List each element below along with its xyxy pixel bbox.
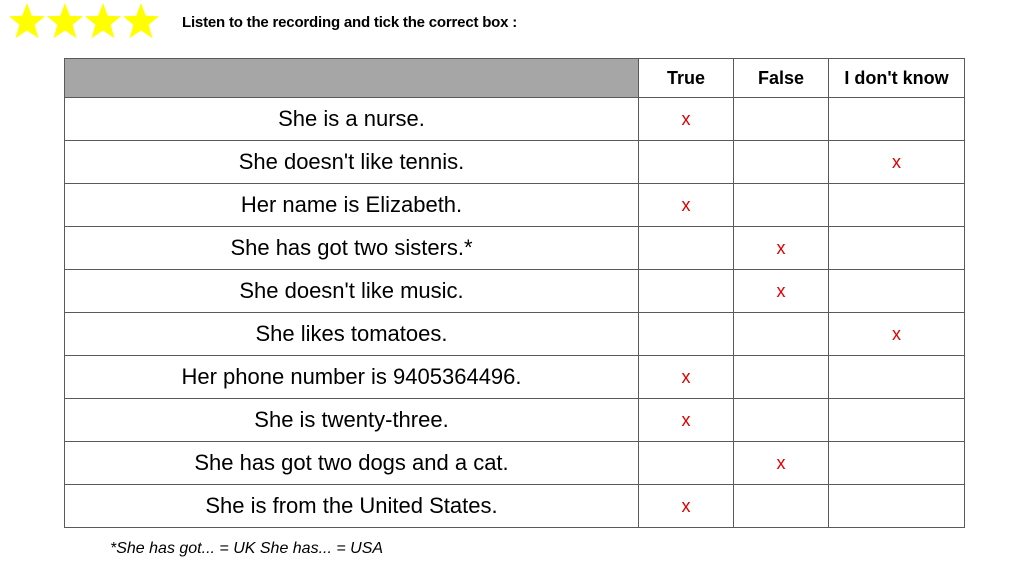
true-checkbox[interactable] (639, 399, 734, 442)
false-checkbox[interactable] (734, 442, 829, 485)
true-checkbox[interactable] (639, 184, 734, 227)
header-true: True (639, 59, 734, 98)
dont-know-checkbox[interactable] (829, 313, 965, 356)
dont-know-checkbox[interactable] (829, 442, 965, 485)
tick-mark: x (681, 195, 691, 215)
star-icon (122, 2, 160, 40)
true-checkbox[interactable] (639, 141, 734, 184)
true-checkbox[interactable] (639, 227, 734, 270)
statement-cell: Her phone number is 9405364496. (65, 356, 639, 399)
false-checkbox[interactable] (734, 184, 829, 227)
tick-mark: x (776, 238, 786, 258)
dont-know-checkbox[interactable] (829, 485, 965, 528)
dont-know-checkbox[interactable] (829, 399, 965, 442)
true-checkbox[interactable] (639, 313, 734, 356)
statement-cell: She is a nurse. (65, 98, 639, 141)
false-checkbox[interactable] (734, 141, 829, 184)
dont-know-checkbox[interactable] (829, 184, 965, 227)
tick-mark: x (681, 410, 691, 430)
false-checkbox[interactable] (734, 98, 829, 141)
tick-mark: x (776, 281, 786, 301)
table-row (65, 227, 965, 270)
star-icon (84, 2, 122, 40)
false-checkbox[interactable] (734, 270, 829, 313)
table-row (65, 356, 965, 399)
dont-know-checkbox[interactable] (829, 141, 965, 184)
statement-cell: Her name is Elizabeth. (65, 184, 639, 227)
tick-mark: x (681, 496, 691, 516)
statement-cell: She has got two sisters.* (65, 227, 639, 270)
table-row (65, 313, 965, 356)
table-header-row (65, 59, 965, 98)
statement-cell: She likes tomatoes. (65, 313, 639, 356)
false-checkbox[interactable] (734, 399, 829, 442)
tick-mark: x (776, 453, 786, 473)
true-false-table (64, 58, 965, 528)
tick-mark: x (892, 152, 901, 172)
star-icon (46, 2, 84, 40)
false-checkbox[interactable] (734, 227, 829, 270)
footnote: *She has got... = UK She has... = USA (110, 540, 384, 557)
true-checkbox[interactable] (639, 270, 734, 313)
true-checkbox[interactable] (639, 98, 734, 141)
table-row (65, 270, 965, 313)
statement-cell: She has got two dogs and a cat. (65, 442, 639, 485)
true-checkbox[interactable] (639, 442, 734, 485)
table-row (65, 485, 965, 528)
table-row (65, 442, 965, 485)
statement-cell: She doesn't like music. (65, 270, 639, 313)
instruction-text: Listen to the recording and tick the correct box : (182, 14, 518, 31)
dont-know-checkbox[interactable] (829, 227, 965, 270)
star-rating (8, 2, 160, 40)
table-row (65, 399, 965, 442)
tick-mark: x (681, 109, 691, 129)
tick-mark: x (681, 367, 691, 387)
dont-know-checkbox[interactable] (829, 356, 965, 399)
star-icon (8, 2, 46, 40)
table-row (65, 184, 965, 227)
table-row (65, 98, 965, 141)
false-checkbox[interactable] (734, 313, 829, 356)
false-checkbox[interactable] (734, 356, 829, 399)
tick-mark: x (892, 324, 901, 344)
dont-know-checkbox[interactable] (829, 270, 965, 313)
false-checkbox[interactable] (734, 485, 829, 528)
statement-cell: She doesn't like tennis. (65, 141, 639, 184)
header-false: False (734, 59, 829, 98)
statement-cell: She is twenty-three. (65, 399, 639, 442)
header-statement-column (65, 59, 639, 98)
table-row (65, 141, 965, 184)
true-checkbox[interactable] (639, 485, 734, 528)
statement-cell: She is from the United States. (65, 485, 639, 528)
true-checkbox[interactable] (639, 356, 734, 399)
header-dont-know: I don't know (829, 59, 965, 98)
dont-know-checkbox[interactable] (829, 98, 965, 141)
